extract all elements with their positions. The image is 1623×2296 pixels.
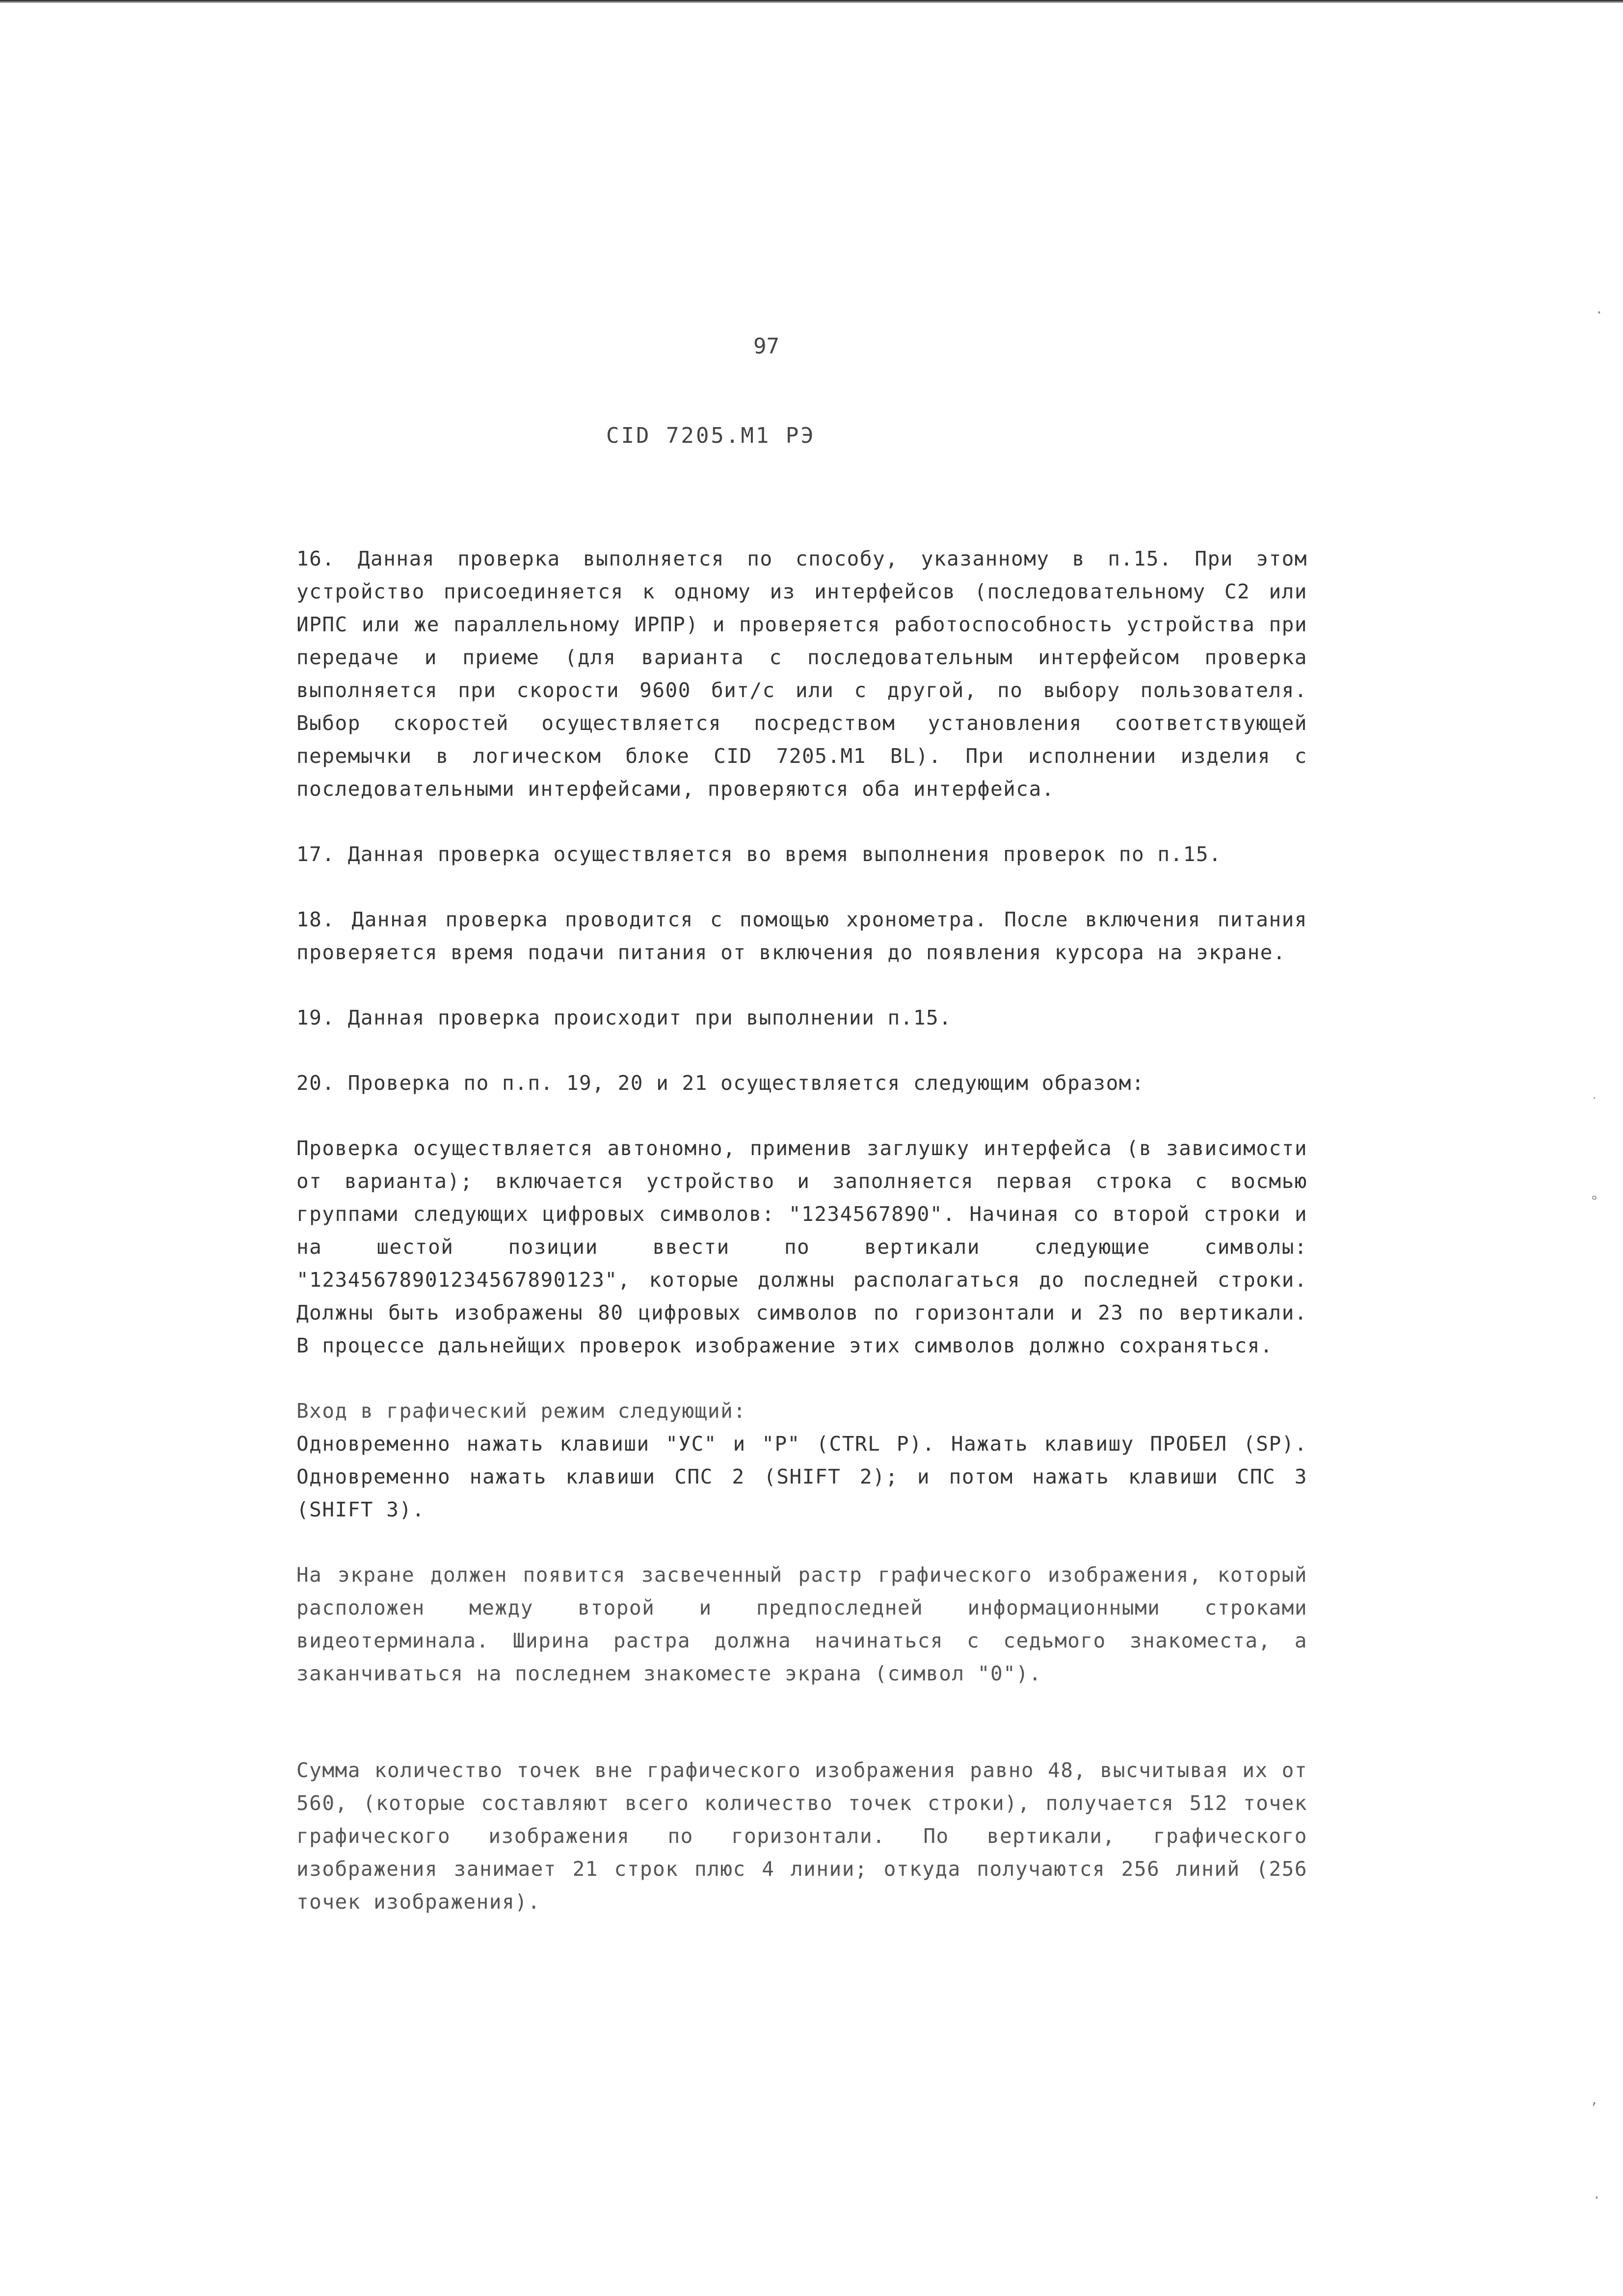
paragraph-17: 17. Данная проверка осуществляется во время выполнения проверок по п.15. bbox=[296, 842, 1222, 866]
paragraph-graphics-mode-keys: Одновременно нажать клавиши "УС" и "Р" (CTRL P). Нажать клавишу ПРОБЕЛ (SP). Одновременно нажать клавиши СПС 2 (SHIFT 2); и потом нажать клавиши СПС 3 (SHIFT 3). bbox=[296, 1432, 1307, 1521]
margin-speck: ° bbox=[1590, 1193, 1598, 1209]
margin-speck: · bbox=[1595, 304, 1603, 321]
page-top-edge bbox=[0, 0, 1623, 3]
paragraph-point-count: Сумма количество точек вне графического изображения равно 48, высчитывая их от 560, (которые составляют всего количество точек строки), получается 512 точек графического изображения по горизонтали. По вертикали, графического изображения занимает 21 строк плюс 4 линии; откуда получаются 256 линий (256 точек изображения). bbox=[296, 1758, 1307, 1914]
paragraph-19: 19. Данная проверка происходит при выполнении п.15. bbox=[296, 1006, 952, 1029]
page-number: 97 bbox=[753, 334, 779, 359]
margin-speck: · bbox=[1593, 2189, 1601, 2206]
paragraph-16: 16. Данная проверка выполняется по способу, указанному в п.15. При этом устройство присоединяется к одному из интерфейсов (последовательному С2 или ИРПС или же параллельному ИРПР) и проверяется работоспособность устройства при передаче и приеме (для варианта с последовательным интерфейсом проверка выполняется при скорости 9600 бит/с или с другой, по выбору пользователя. Выбор скоростей осуществляется посредством установления соответствующей перемычки в логическом блоке CID 7205.M1 BL). При исполнении изделия с последовательными интерфейсами, проверяются оба интерфейса. bbox=[296, 547, 1307, 801]
document-header: CID 7205.M1 РЭ bbox=[606, 423, 816, 448]
document-body bbox=[296, 542, 1307, 1951]
paragraph-raster-description: На экране должен появится засвеченный растр графического изображения, который расположен между второй и предпоследней информационными строками видеотерминала. Ширина растра должна начинаться с седьмого знакоместа, а заканчиваться на последнем знакоместе экрана (символ "0"). bbox=[296, 1563, 1307, 1685]
paragraph-graphics-mode-heading: Вход в графический режим следующий: bbox=[296, 1399, 746, 1423]
margin-speck: , bbox=[1590, 2091, 1598, 2107]
paragraph-18: 18. Данная проверка проводится с помощью хронометра. После включения питания проверяется время подачи питания от включения до появления курсора на экране. bbox=[296, 908, 1307, 964]
paragraph-check-procedure: Проверка осуществляется автономно, применив заглушку интерфейса (в зависимости от варианта); включается устройство и заполняется первая строка с восмью группами следующих цифровых символов: "1234567890". Начиная со второй строки и на шестой позиции ввести по вертикали следующие символы: "12345678901234567890123", которые должны располагаться до последней строки. Должны быть изображены 80 цифровых символов по горизонтали и 23 по вертикали. В процессе дальнейщих проверок изображение этих символов должно сохраняться. bbox=[296, 1136, 1307, 1357]
paragraph-20: 20. Проверка по п.п. 19, 20 и 21 осуществляется следующим образом: bbox=[296, 1071, 1145, 1095]
margin-speck: ˙ bbox=[1590, 1095, 1598, 1111]
